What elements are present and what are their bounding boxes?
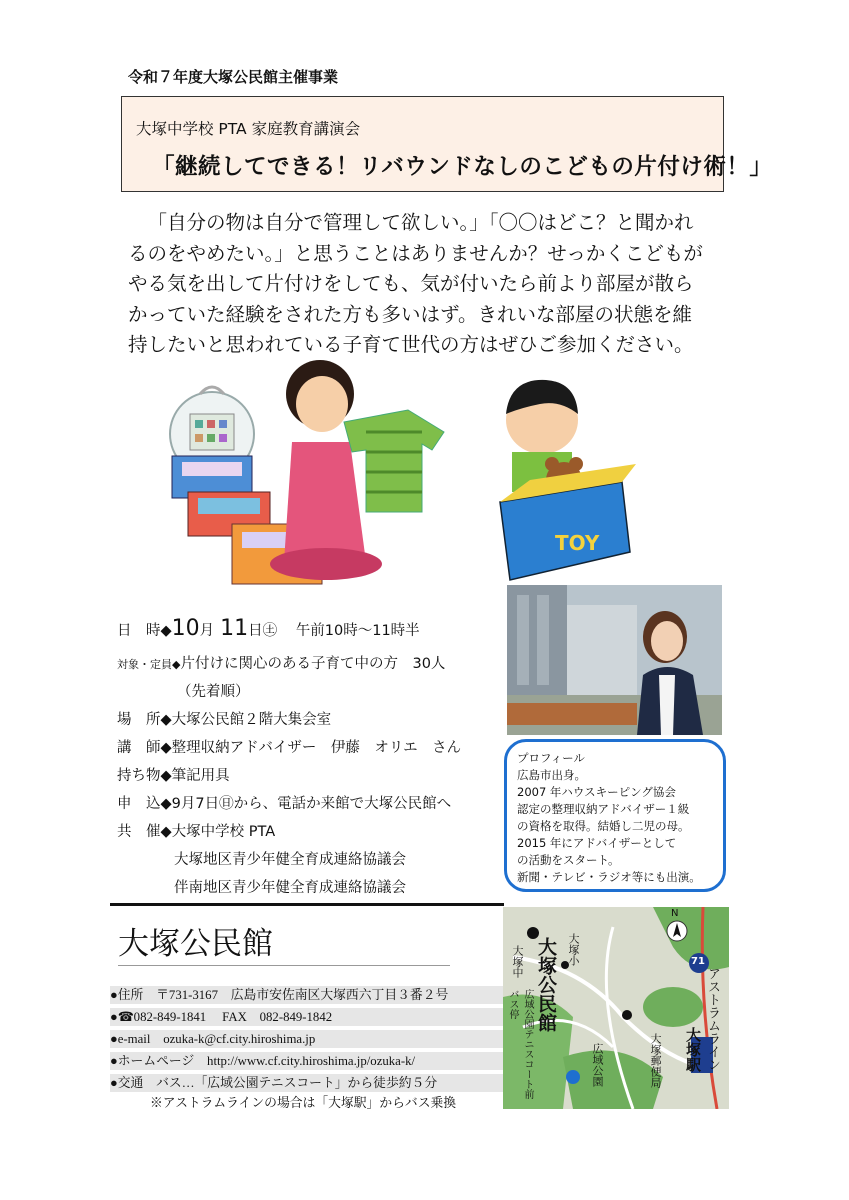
place-label: 場 所◆ (117, 712, 172, 728)
profile-line: プロフィール (517, 751, 585, 765)
hall-name: 大塚公民館 (118, 926, 273, 962)
items-text: 筆記用具 (171, 768, 230, 784)
date-day: 11 (220, 616, 249, 641)
date-day-unit: 日㊏ (248, 623, 278, 639)
map-post-office: 大塚郵便局 (649, 1033, 662, 1088)
title-box (121, 96, 773, 192)
target-text: 片付けに関心のある子育て中の方 30人 (180, 656, 446, 672)
intro-text (128, 208, 728, 361)
map-park: 広域公園 (591, 1043, 604, 1087)
date-time: 午前10時～11時半 (295, 623, 420, 639)
traffic-note: ※アストラムラインの場合は「大塚駅」からバス乗換 (150, 1096, 457, 1110)
intro-line: やる気を出して片付けをしても、気が付いたら前より部屋が散ら (128, 272, 694, 295)
map-elementary-school: 大塚小 (567, 933, 580, 966)
date-month: 10 (171, 616, 200, 641)
event-title: 「継続してできる！リバウンドなしのこどもの片付け術！」 (152, 154, 773, 180)
profile-line: 認定の整理収納アドバイザー１級 (517, 802, 690, 816)
profile-line: の活動をスタート。 (517, 853, 620, 867)
host-label: 共 催◆ (117, 824, 172, 840)
profile-line: の資格を取得。結婚し二児の母。 (517, 819, 690, 833)
north-label: N (671, 908, 679, 919)
lecturer-photo (507, 585, 722, 735)
event-subtitle: 大塚中学校 PTA 家庭教育講演会 (136, 120, 361, 138)
profile-line: 新聞・テレビ・ラジオ等にも出演。 (517, 870, 701, 884)
map-bus-stop: 広域公園テニスコート前バス停 (507, 989, 533, 1099)
intro-line: 持したいと思われている子育て世代の方はぜひご参加ください。 (128, 333, 694, 356)
profile-line: 2015 年にアドバイザーとして (517, 836, 677, 850)
address-row: ●住所 〒731-3167 広島市安佐南区大塚西六丁目３番２号 (110, 986, 503, 1004)
date-label: 日 時◆ (117, 623, 172, 639)
map-station-label: 大塚駅 (684, 1027, 702, 1072)
toy-label: TOY (555, 531, 600, 555)
email-row: ●e-mail ozuka-k@cf.city.hiroshima.jp (110, 1030, 503, 1048)
tel-row: ●☎082-849-1841 FAX 082-849-1842 (110, 1008, 503, 1026)
boy-with-toy-box-icon (500, 380, 636, 580)
intro-line: るのをやめたい。」と思うことはありませんか？せっかくこどもが (128, 241, 703, 265)
homepage-row: ●ホームページ http://www.cf.city.hiroshima.jp/ozuka-k/ (110, 1052, 503, 1070)
traffic-row: ●交通 バス…「広域公園テニスコート」から徒歩約５分 (110, 1074, 503, 1092)
host-row (117, 820, 275, 841)
date-month-unit: 月 (199, 623, 215, 639)
intro-line: 「自分の物は自分で管理して欲しい。」「〇〇はどこ？と聞かれ (147, 211, 694, 234)
target-note: （先着順） (177, 684, 250, 700)
map-middle-school: 大塚中 (511, 945, 524, 978)
lecturer-text: 整理収納アドバイザー 伊藤 オリエ さん (171, 740, 462, 756)
host-line: 伴南地区青少年健全育成連絡協議会 (174, 880, 406, 896)
program-header: 令和７年度大塚公民館主催事業 (128, 68, 339, 86)
profile-line: 広島市出身。 (517, 768, 586, 782)
lecturer-row (117, 736, 461, 757)
map-hall-label: 大塚公民館 (535, 937, 557, 1032)
place-row (117, 708, 331, 729)
apply-label: 申 込◆ (117, 796, 172, 812)
section-divider (110, 903, 504, 906)
place-text: 大塚公民館２階大集会室 (171, 712, 332, 728)
access-map (503, 907, 729, 1109)
lecturer-label: 講 師◆ (117, 740, 172, 756)
items-label: 持ち物◆ (117, 768, 172, 784)
target-label: 対象・定員◆ (117, 658, 181, 671)
route-number: 71 (691, 956, 705, 967)
map-line-label: アストラムライン (705, 967, 720, 1071)
target-row (117, 652, 445, 673)
hall-underline (118, 965, 450, 966)
apply-row (117, 792, 451, 813)
tidying-illustration (160, 352, 640, 592)
intro-line: かっていた経験をされた方も多いはず。きれいな部屋の状態を維 (128, 302, 692, 326)
date-row (117, 616, 420, 641)
host-line: 大塚中学校 PTA (171, 824, 276, 840)
items-row (117, 764, 230, 785)
profile-line: 2007 年ハウスキーピング協会 (517, 785, 676, 799)
lecturer-profile (504, 739, 726, 892)
apply-text: 9月7日㊐から、電話か来館で大塚公民館へ (171, 796, 452, 812)
host-line: 大塚地区青少年健全育成連絡協議会 (174, 852, 406, 868)
girl-folding-shirt-icon (270, 360, 444, 580)
